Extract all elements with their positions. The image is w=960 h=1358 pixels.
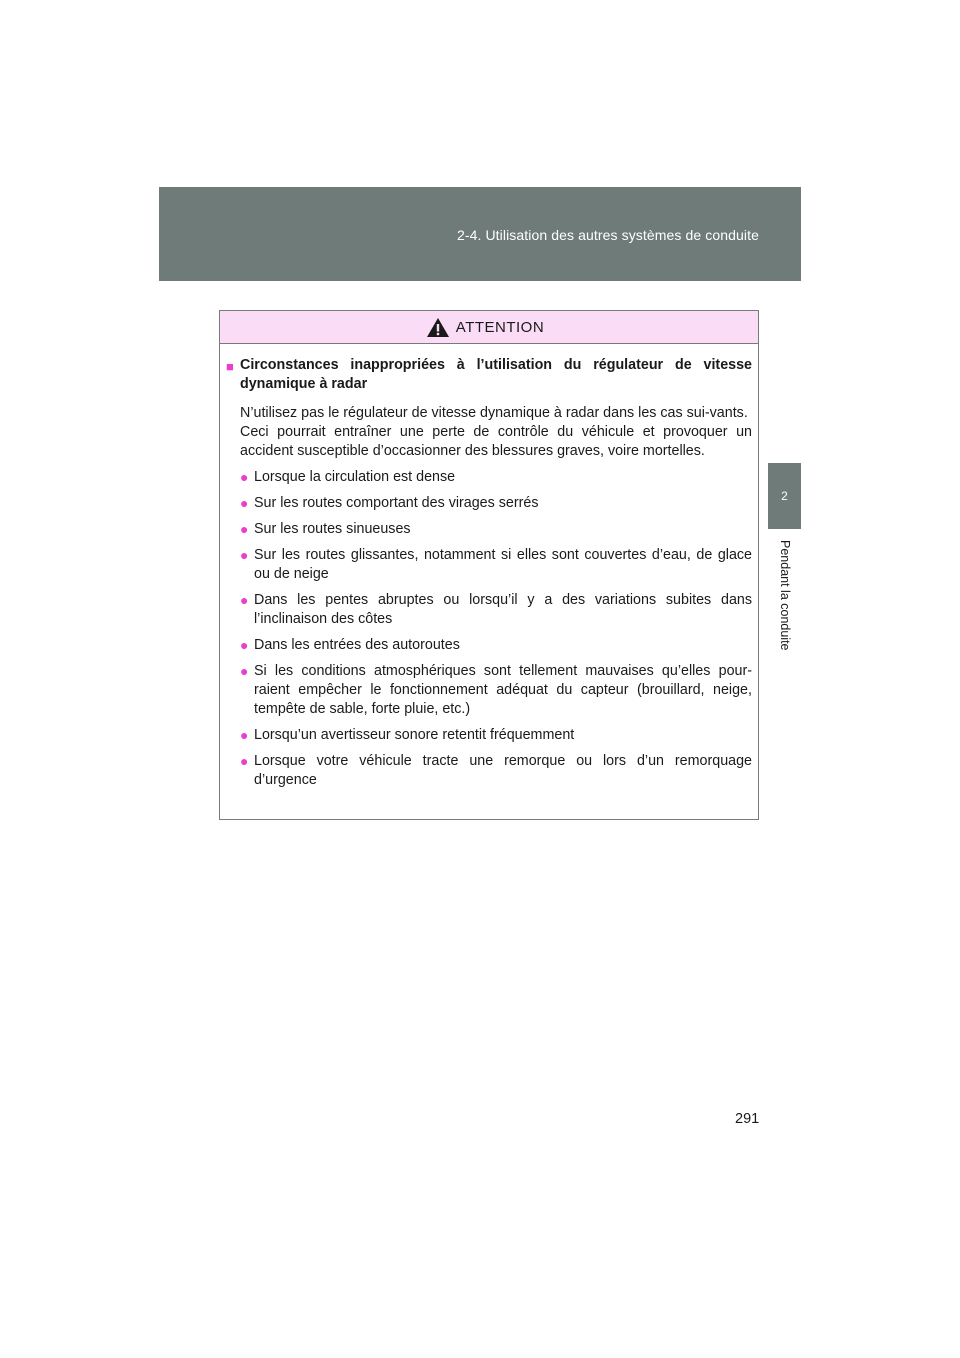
section-header-title: 2-4. Utilisation des autres systèmes de conduite xyxy=(456,227,759,243)
warning-title: ATTENTION xyxy=(455,318,545,336)
round-bullet-icon: ● xyxy=(240,547,249,563)
list-item xyxy=(226,726,752,745)
round-bullet-icon: ● xyxy=(240,727,249,743)
round-bullet-icon: ● xyxy=(240,521,249,537)
list-item-text: Dans les pentes abruptes ou lorsqu’il y a des variations subites dans l’inclinaison des côtes xyxy=(254,592,752,627)
chapter-tab-number: 2 xyxy=(768,463,801,529)
list-item xyxy=(226,468,752,487)
bullet-list xyxy=(226,468,752,790)
section-heading xyxy=(226,356,752,394)
list-item-text: Sur les routes sinueuses xyxy=(254,521,411,537)
round-bullet-icon: ● xyxy=(240,663,249,679)
list-item xyxy=(226,520,752,539)
list-item xyxy=(226,752,752,790)
list-item-text: Lorsque la circulation est dense xyxy=(254,469,456,485)
warning-triangle-icon xyxy=(426,317,450,338)
section-title: Circonstances inappropriées à l’utilisation du régulateur de vitesse dynamique à radar xyxy=(240,357,752,392)
list-item xyxy=(226,546,752,584)
paragraph-1: N’utilisez pas le régulateur de vitesse dynamique à radar dans les cas sui-vants. xyxy=(240,405,748,421)
list-item-text: Lorsque votre véhicule tracte une remorque ou lors d’un remorquage d’urgence xyxy=(254,753,752,788)
list-item-text: Dans les entrées des autoroutes xyxy=(254,637,460,653)
list-item-text: Sur les routes glissantes, notamment si elles sont couvertes d’eau, de glace ou de neige xyxy=(254,547,752,582)
list-item xyxy=(226,494,752,513)
list-item-text: Si les conditions atmosphériques sont tellement mauvaises qu’elles pour-raient empêcher le fonctionnement adéquat du capteur (brouillard, neige, tempête de sable, forte pluie, etc.) xyxy=(254,663,752,717)
page-number: 291 xyxy=(735,1111,760,1127)
list-item xyxy=(226,591,752,629)
round-bullet-icon: ● xyxy=(240,592,249,608)
warning-header xyxy=(220,311,758,344)
list-item xyxy=(226,662,752,719)
header-band xyxy=(159,187,801,281)
chapter-tab-label: Pendant la conduite xyxy=(778,540,792,651)
paragraph-2: Ceci pourrait entraîner une perte de contrôle du véhicule et provoquer un accident susceptible d’occasionner des blessures graves, voire mortelles. xyxy=(240,424,752,459)
round-bullet-icon: ● xyxy=(240,637,249,653)
round-bullet-icon: ● xyxy=(240,469,249,485)
round-bullet-icon: ● xyxy=(240,753,249,769)
warning-box xyxy=(219,310,759,820)
round-bullet-icon: ● xyxy=(240,495,249,511)
square-bullet-icon: ■ xyxy=(226,359,234,374)
list-item xyxy=(226,636,752,655)
list-item-text: Sur les routes comportant des virages serrés xyxy=(254,495,539,511)
list-item-text: Lorsqu’un avertisseur sonore retentit fréquemment xyxy=(254,727,575,743)
warning-body xyxy=(220,344,758,790)
